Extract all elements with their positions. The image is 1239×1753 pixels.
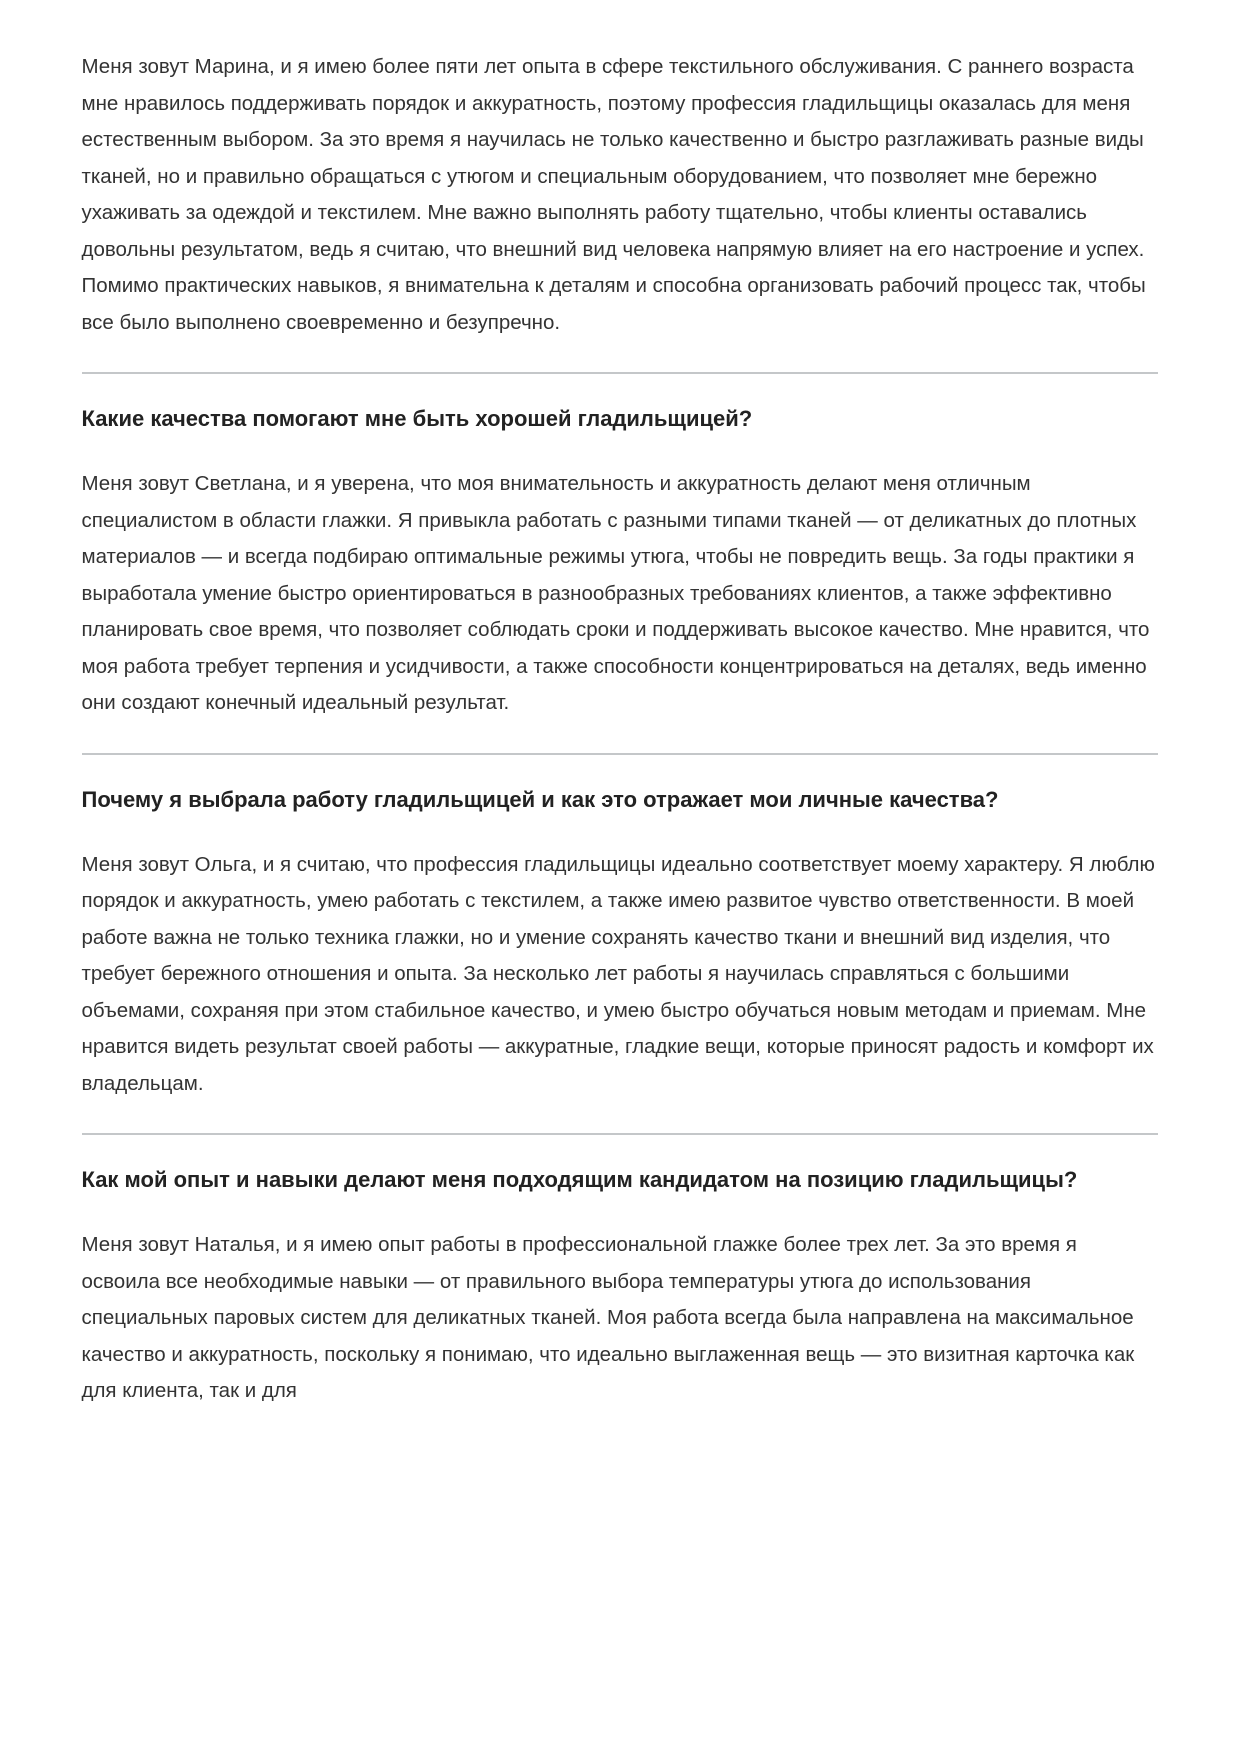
section-paragraph-natalya: Меня зовут Наталья, и я имею опыт работы в профессиональной глажке более трех лет. За это время я освоила все необходимые навыки — от правильного выбора температуры утюга до использования специальных паровых систем для деликатных тканей. Моя работа всегда была направлена на максимальное качество и аккуратность, поскольку я понимаю, что идеально выглаженная вещь — это визитная карточка как для клиента, так и для [81,1233,1135,1402]
section-heading-why-chose: Почему я выбрала работу гладильщицей и как это отражает мои личные качества? [81,786,999,812]
section-divider [82,372,1158,374]
document-content [82,0,1158,1410]
section-paragraph-svetlana: Меня зовут Светлана, и я уверена, что моя внимательность и аккуратность делают меня отличным специалистом в области глажки. Я привыкла работать с разными типами тканей — от деликатных до плотных материалов — и всегда подбираю оптимальные режимы утюга, чтобы не повредить вещь. За годы практики я выработала умение быстро ориентироваться в разнообразных требованиях клиентов, а также эффективно планировать свое время, что позволяет соблюдать сроки и поддерживать высокое качество. Мне нравится, что моя работа требует терпения и усидчивости, а также способности концентрироваться на деталях, ведь именно они создают конечный идеальный результат. [81,472,1150,714]
section-divider [82,753,1158,755]
section-heading-experience: Как мой опыт и навыки делают меня подходящим кандидатом на позицию гладильщицы? [81,1167,1078,1192]
section-paragraph-olga: Меня зовут Ольга, и я считаю, что профессия гладильщицы идеально соответствует моему характеру. Я люблю порядок и аккуратность, умею работать с текстилем, а также имею развитое чувство ответственности. В моей работе важна не только техника глажки, но и умение сохранять качество ткани и внешний вид изделия, что требует бережного отношения и опыта. За несколько лет работы я научилась справляться с большими объемами, сохраняя при этом стабильное качество, и умею быстро обучаться новым методам и приемам. Мне нравится видеть результат своей работы — аккуратные, гладкие вещи, которые приносят радость и комфорт их владельцам. [81,852,1155,1095]
section-heading-qualities: Какие качества помогают мне быть хорошей гладильщицей? [81,406,753,431]
intro-paragraph: Меня зовут Марина, и я имею более пяти лет опыта в сфере текстильного обслуживания. С раннего возраста мне нравилось поддерживать порядок и аккуратность, поэтому профессия гладильщицы оказалась для меня естественным выбором. За это время я научилась не только качественно и быстро разглаживать разные виды тканей, но и правильно обращаться с утюгом и специальным оборудованием, что позволяет мне бережно ухаживать за одеждой и текстилем. Мне важно выполнять работу тщательно, чтобы клиенты оставались довольны результатом, ведь я считаю, что внешний вид человека напрямую влияет на его настроение и успех. Помимо практических навыков, я внимательна к деталям и способна организовать рабочий процесс так, чтобы все было выполнено своевременно и безупречно. [81,55,1146,334]
section-divider [82,1133,1158,1135]
